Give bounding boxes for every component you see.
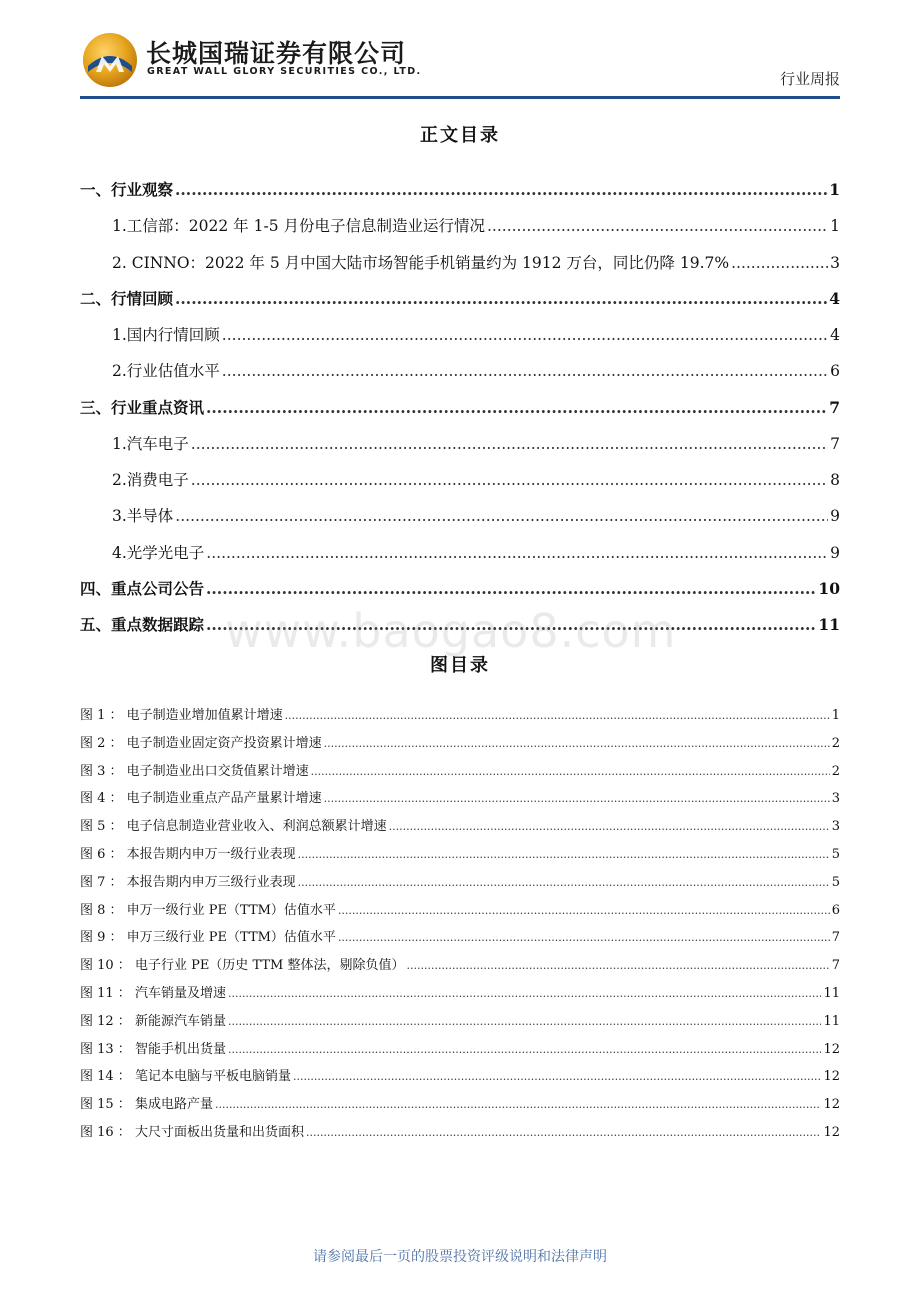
toc-section-entry[interactable] xyxy=(80,323,840,345)
toc-chapter-entry[interactable] xyxy=(80,287,840,309)
toc-entry-text: 1.汽车电子 xyxy=(112,435,189,453)
toc-title: 正文目录 xyxy=(420,125,500,146)
toc-entry-text: 二、行情回顾 xyxy=(80,289,174,308)
figure-entry-text: 图 12 ： 新能源汽车销量 xyxy=(80,1014,226,1029)
toc-leader-dots xyxy=(191,471,828,489)
toc-entry-text: 2.行业估值水平 xyxy=(112,362,220,380)
figure-page-number: 3 xyxy=(831,791,840,806)
figure-page-number: 12 xyxy=(823,1097,840,1112)
figure-entry-text: 图 15 ： 集成电路产量 xyxy=(80,1097,213,1112)
figure-entry-text: 图 9 ： 申万三级行业 PE（TTM）估值水平 xyxy=(80,930,336,945)
figure-page-number: 7 xyxy=(831,930,840,945)
figure-list-entry[interactable] xyxy=(80,1093,840,1112)
figure-leader-dots xyxy=(324,792,830,805)
toc-leader-dots xyxy=(206,579,816,598)
page-header xyxy=(0,0,920,100)
figure-leader-dots xyxy=(406,959,829,972)
figure-list-entry[interactable] xyxy=(80,843,840,862)
toc-page-number: 9 xyxy=(830,544,840,562)
toc-page-number: 8 xyxy=(830,471,840,489)
figure-entry-text: 图 4 ： 电子制造业重点产品产量累计增速 xyxy=(80,791,322,806)
toc-section-entry[interactable] xyxy=(80,251,840,273)
figure-leader-dots xyxy=(215,1098,822,1111)
figure-list-entry[interactable] xyxy=(80,1038,840,1057)
toc-leader-dots xyxy=(222,326,828,344)
figure-leader-dots xyxy=(298,848,830,861)
header-divider xyxy=(80,96,840,99)
figure-list-entry[interactable] xyxy=(80,1121,840,1140)
figure-leader-dots xyxy=(389,820,830,833)
figure-leader-dots xyxy=(338,931,830,944)
figure-leader-dots xyxy=(228,1015,822,1028)
toc-entry-text: 五、重点数据跟踪 xyxy=(80,615,205,634)
figure-list-entry[interactable] xyxy=(80,899,840,918)
figure-page-number: 1 xyxy=(831,708,840,723)
figure-leader-dots xyxy=(298,876,830,889)
toc-entry-text: 四、重点公司公告 xyxy=(80,579,205,598)
toc-leader-dots xyxy=(191,435,828,453)
toc-section-entry[interactable] xyxy=(80,468,840,490)
toc-section-entry[interactable] xyxy=(80,359,840,381)
figure-entry-text: 图 1 ： 电子制造业增加值累计增速 xyxy=(80,708,283,723)
figure-entry-text: 图 10 ： 电子行业 PE（历史 TTM 整体法，剔除负值） xyxy=(80,958,405,973)
toc-page-number: 4 xyxy=(829,289,840,308)
toc-entry-text: 4.光学光电子 xyxy=(112,544,205,562)
toc-page-number: 3 xyxy=(830,254,840,272)
figure-entry-text: 图 16 ： 大尺寸面板出货量和出货面积 xyxy=(80,1125,304,1140)
toc-page-number: 1 xyxy=(829,180,840,199)
figure-entry-text: 图 14 ： 笔记本电脑与平板电脑销量 xyxy=(80,1069,291,1084)
figure-entry-text: 图 2 ： 电子制造业固定资产投资累计增速 xyxy=(80,736,322,751)
figure-page-number: 7 xyxy=(831,958,840,973)
figure-list-entry[interactable] xyxy=(80,1065,840,1084)
figure-list-entry[interactable] xyxy=(80,954,840,973)
figure-entry-text: 图 13 ： 智能手机出货量 xyxy=(80,1042,226,1057)
figure-leader-dots xyxy=(228,1043,822,1056)
toc-entry-text: 一、行业观察 xyxy=(80,180,174,199)
figure-leader-dots xyxy=(228,987,822,1000)
figure-list-entry[interactable] xyxy=(80,926,840,945)
figure-page-number: 12 xyxy=(823,1042,840,1057)
figure-entry-text: 图 7 ： 本报告期内申万三级行业表现 xyxy=(80,875,296,890)
figure-entry-text: 图 6 ： 本报告期内申万一级行业表现 xyxy=(80,847,296,862)
figure-list-title: 图目录 xyxy=(430,655,490,676)
toc-entry-text: 2. CINNO：2022 年 5 月中国大陆市场智能手机销量约为 1912 万台，同比仍降 19.7% xyxy=(112,254,730,272)
toc-leader-dots xyxy=(206,398,827,417)
figure-page-number: 5 xyxy=(831,875,840,890)
page-footer: 请参阅最后一页的股票投资评级说明和法律声明 xyxy=(313,1249,607,1265)
figure-list-entry[interactable] xyxy=(80,815,840,834)
figure-list-entry[interactable] xyxy=(80,760,840,779)
figure-leader-dots xyxy=(293,1070,822,1083)
figure-list-entry[interactable] xyxy=(80,1010,840,1029)
figure-list-entry[interactable] xyxy=(80,787,840,806)
toc-leader-dots xyxy=(175,289,827,308)
toc-entry-text: 1.工信部：2022 年 1-5 月份电子信息制造业运行情况 xyxy=(112,217,485,235)
figure-page-number: 5 xyxy=(831,847,840,862)
figure-entry-text: 图 5 ： 电子信息制造业营业收入、利润总额累计增速 xyxy=(80,819,387,834)
figure-leader-dots xyxy=(338,904,830,917)
toc-page-number: 4 xyxy=(830,326,840,344)
toc-entry-text: 2.消费电子 xyxy=(112,471,189,489)
toc-chapter-entry[interactable] xyxy=(80,396,840,418)
toc-chapter-entry[interactable] xyxy=(80,178,840,200)
figure-leader-dots xyxy=(324,737,830,750)
toc-page-number: 11 xyxy=(818,615,840,634)
figure-list-entry[interactable] xyxy=(80,732,840,751)
figure-entry-text: 图 3 ： 电子制造业出口交货值累计增速 xyxy=(80,764,309,779)
toc-page-number: 7 xyxy=(830,435,840,453)
figure-page-number: 3 xyxy=(831,819,840,834)
toc-leader-dots xyxy=(206,544,828,562)
toc-page-number: 9 xyxy=(830,507,840,525)
figure-entry-text: 图 8 ： 申万一级行业 PE（TTM）估值水平 xyxy=(80,903,336,918)
watermark: www.baogao8.com xyxy=(225,604,677,658)
company-name-cn: 长城国瑞证券有限公司 xyxy=(146,39,407,68)
toc-page-number: 6 xyxy=(830,362,840,380)
toc-page-number: 10 xyxy=(818,579,840,598)
figure-page-number: 6 xyxy=(831,903,840,918)
toc-section-entry[interactable] xyxy=(80,504,840,526)
toc-page-number: 1 xyxy=(830,217,840,235)
figure-entry-text: 图 11 ： 汽车销量及增速 xyxy=(80,986,226,1001)
toc-leader-dots xyxy=(175,507,828,525)
figure-page-number: 12 xyxy=(823,1125,840,1140)
toc-entry-text: 三、行业重点资讯 xyxy=(80,398,205,417)
figure-leader-dots xyxy=(306,1126,822,1139)
figure-leader-dots xyxy=(311,765,830,778)
toc-leader-dots xyxy=(731,254,828,272)
toc-leader-dots xyxy=(222,362,828,380)
company-name-en: GREAT WALL GLORY SECURITIES CO., LTD. xyxy=(147,66,422,77)
toc-leader-dots xyxy=(175,180,827,199)
figure-page-number: 12 xyxy=(823,1069,840,1084)
figure-page-number: 2 xyxy=(831,764,840,779)
toc-entry-text: 1.国内行情回顾 xyxy=(112,326,220,344)
toc-page-number: 7 xyxy=(829,398,840,417)
toc-leader-dots xyxy=(487,217,828,235)
figure-list-entry[interactable] xyxy=(80,982,840,1001)
figure-leader-dots xyxy=(285,709,830,722)
figure-page-number: 11 xyxy=(823,986,840,1001)
figure-list-entry[interactable] xyxy=(80,871,840,890)
toc-section-entry[interactable] xyxy=(80,432,840,454)
company-logo-icon xyxy=(82,32,138,88)
figure-page-number: 11 xyxy=(823,1014,840,1029)
figure-list-entry[interactable] xyxy=(80,704,840,723)
figure-page-number: 2 xyxy=(831,736,840,751)
toc-section-entry[interactable] xyxy=(80,214,840,236)
toc-entry-text: 3.半导体 xyxy=(112,507,174,525)
toc-chapter-entry[interactable] xyxy=(80,577,840,599)
toc-section-entry[interactable] xyxy=(80,541,840,563)
report-type-label: 行业周报 xyxy=(779,70,840,88)
